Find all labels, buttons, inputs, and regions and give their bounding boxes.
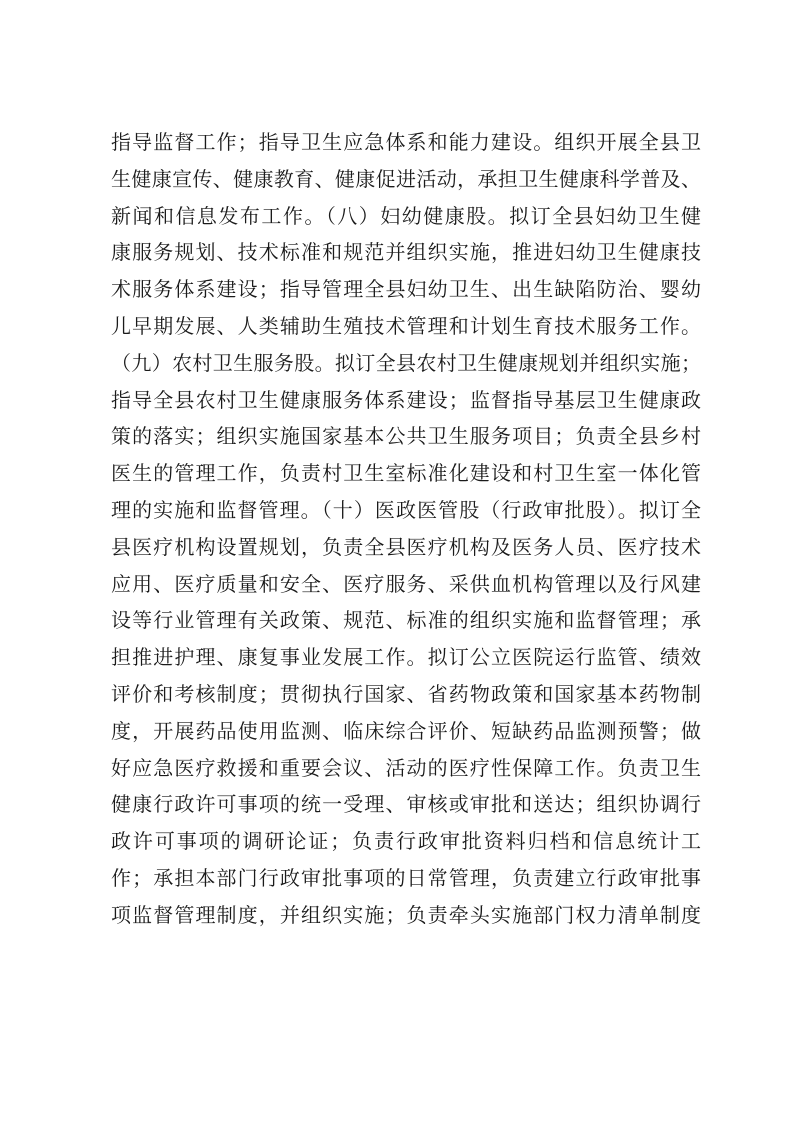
text-line-1: 指导监督工作；指导卫生应急体系和能力建设。组织开展全县卫: [111, 130, 701, 154]
text-line-14: 设等行业管理有关政策、规范、标准的组织实施和监督管理；承: [111, 608, 701, 633]
text-line-2: 生健康宣传、健康教育、健康促进活动，承担卫生健康科学普及、: [111, 166, 701, 191]
text-line-4: 康服务规划、技术标准和规范并组织实施，推进妇幼卫生健康技: [111, 240, 701, 265]
text-line-21: 作；承担本部门行政审批事项的日常管理，负责建立行政审批事: [111, 865, 701, 890]
text-line-22: 项监督管理制度，并组织实施；负责牵头实施部门权力清单制度: [111, 902, 701, 927]
text-line-3: 新闻和信息发布工作。（八）妇幼健康股。拟订全县妇幼卫生健: [111, 203, 701, 228]
text-line-6: 儿早期发展、人类辅助生殖技术管理和计划生育技术服务工作。: [111, 313, 701, 338]
text-line-15: 担推进护理、康复事业发展工作。拟订公立医院运行监管、绩效: [111, 645, 701, 670]
text-line-11: 理的实施和监督管理。（十）医政医管股（行政审批股）。拟订全: [111, 497, 701, 522]
text-line-20: 政许可事项的调研论证；负责行政审批资料归档和信息统计工: [111, 829, 701, 854]
text-line-9: 策的落实；组织实施国家基本公共卫生服务项目；负责全县乡村: [111, 424, 701, 449]
text-line-7: （九）农村卫生服务股。拟订全县农村卫生健康规划并组织实施；: [111, 350, 701, 375]
text-line-19: 健康行政许可事项的统一受理、审核或审批和送达；组织协调行: [111, 792, 701, 817]
text-line-12: 县医疗机构设置规划，负责全县医疗机构及医务人员、医疗技术: [111, 534, 701, 559]
text-line-17: 度，开展药品使用监测、临床综合评价、短缺药品监测预警；做: [111, 718, 701, 743]
text-line-16: 评价和考核制度；贯彻执行国家、省药物政策和国家基本药物制: [111, 681, 701, 706]
text-line-18: 好应急医疗救援和重要会议、活动的医疗性保障工作。负责卫生: [111, 755, 701, 780]
text-line-5: 术服务体系建设；指导管理全县妇幼卫生、出生缺陷防治、婴幼: [111, 277, 701, 302]
text-line-10: 医生的管理工作，负责村卫生室标准化建设和村卫生室一体化管: [111, 461, 701, 486]
text-line-13: 应用、医疗质量和安全、医疗服务、采供血机构管理以及行风建: [111, 571, 701, 596]
body-text: [111, 124, 701, 934]
text-line-8: 指导全县农村卫生健康服务体系建设；监督指导基层卫生健康政: [111, 387, 701, 412]
